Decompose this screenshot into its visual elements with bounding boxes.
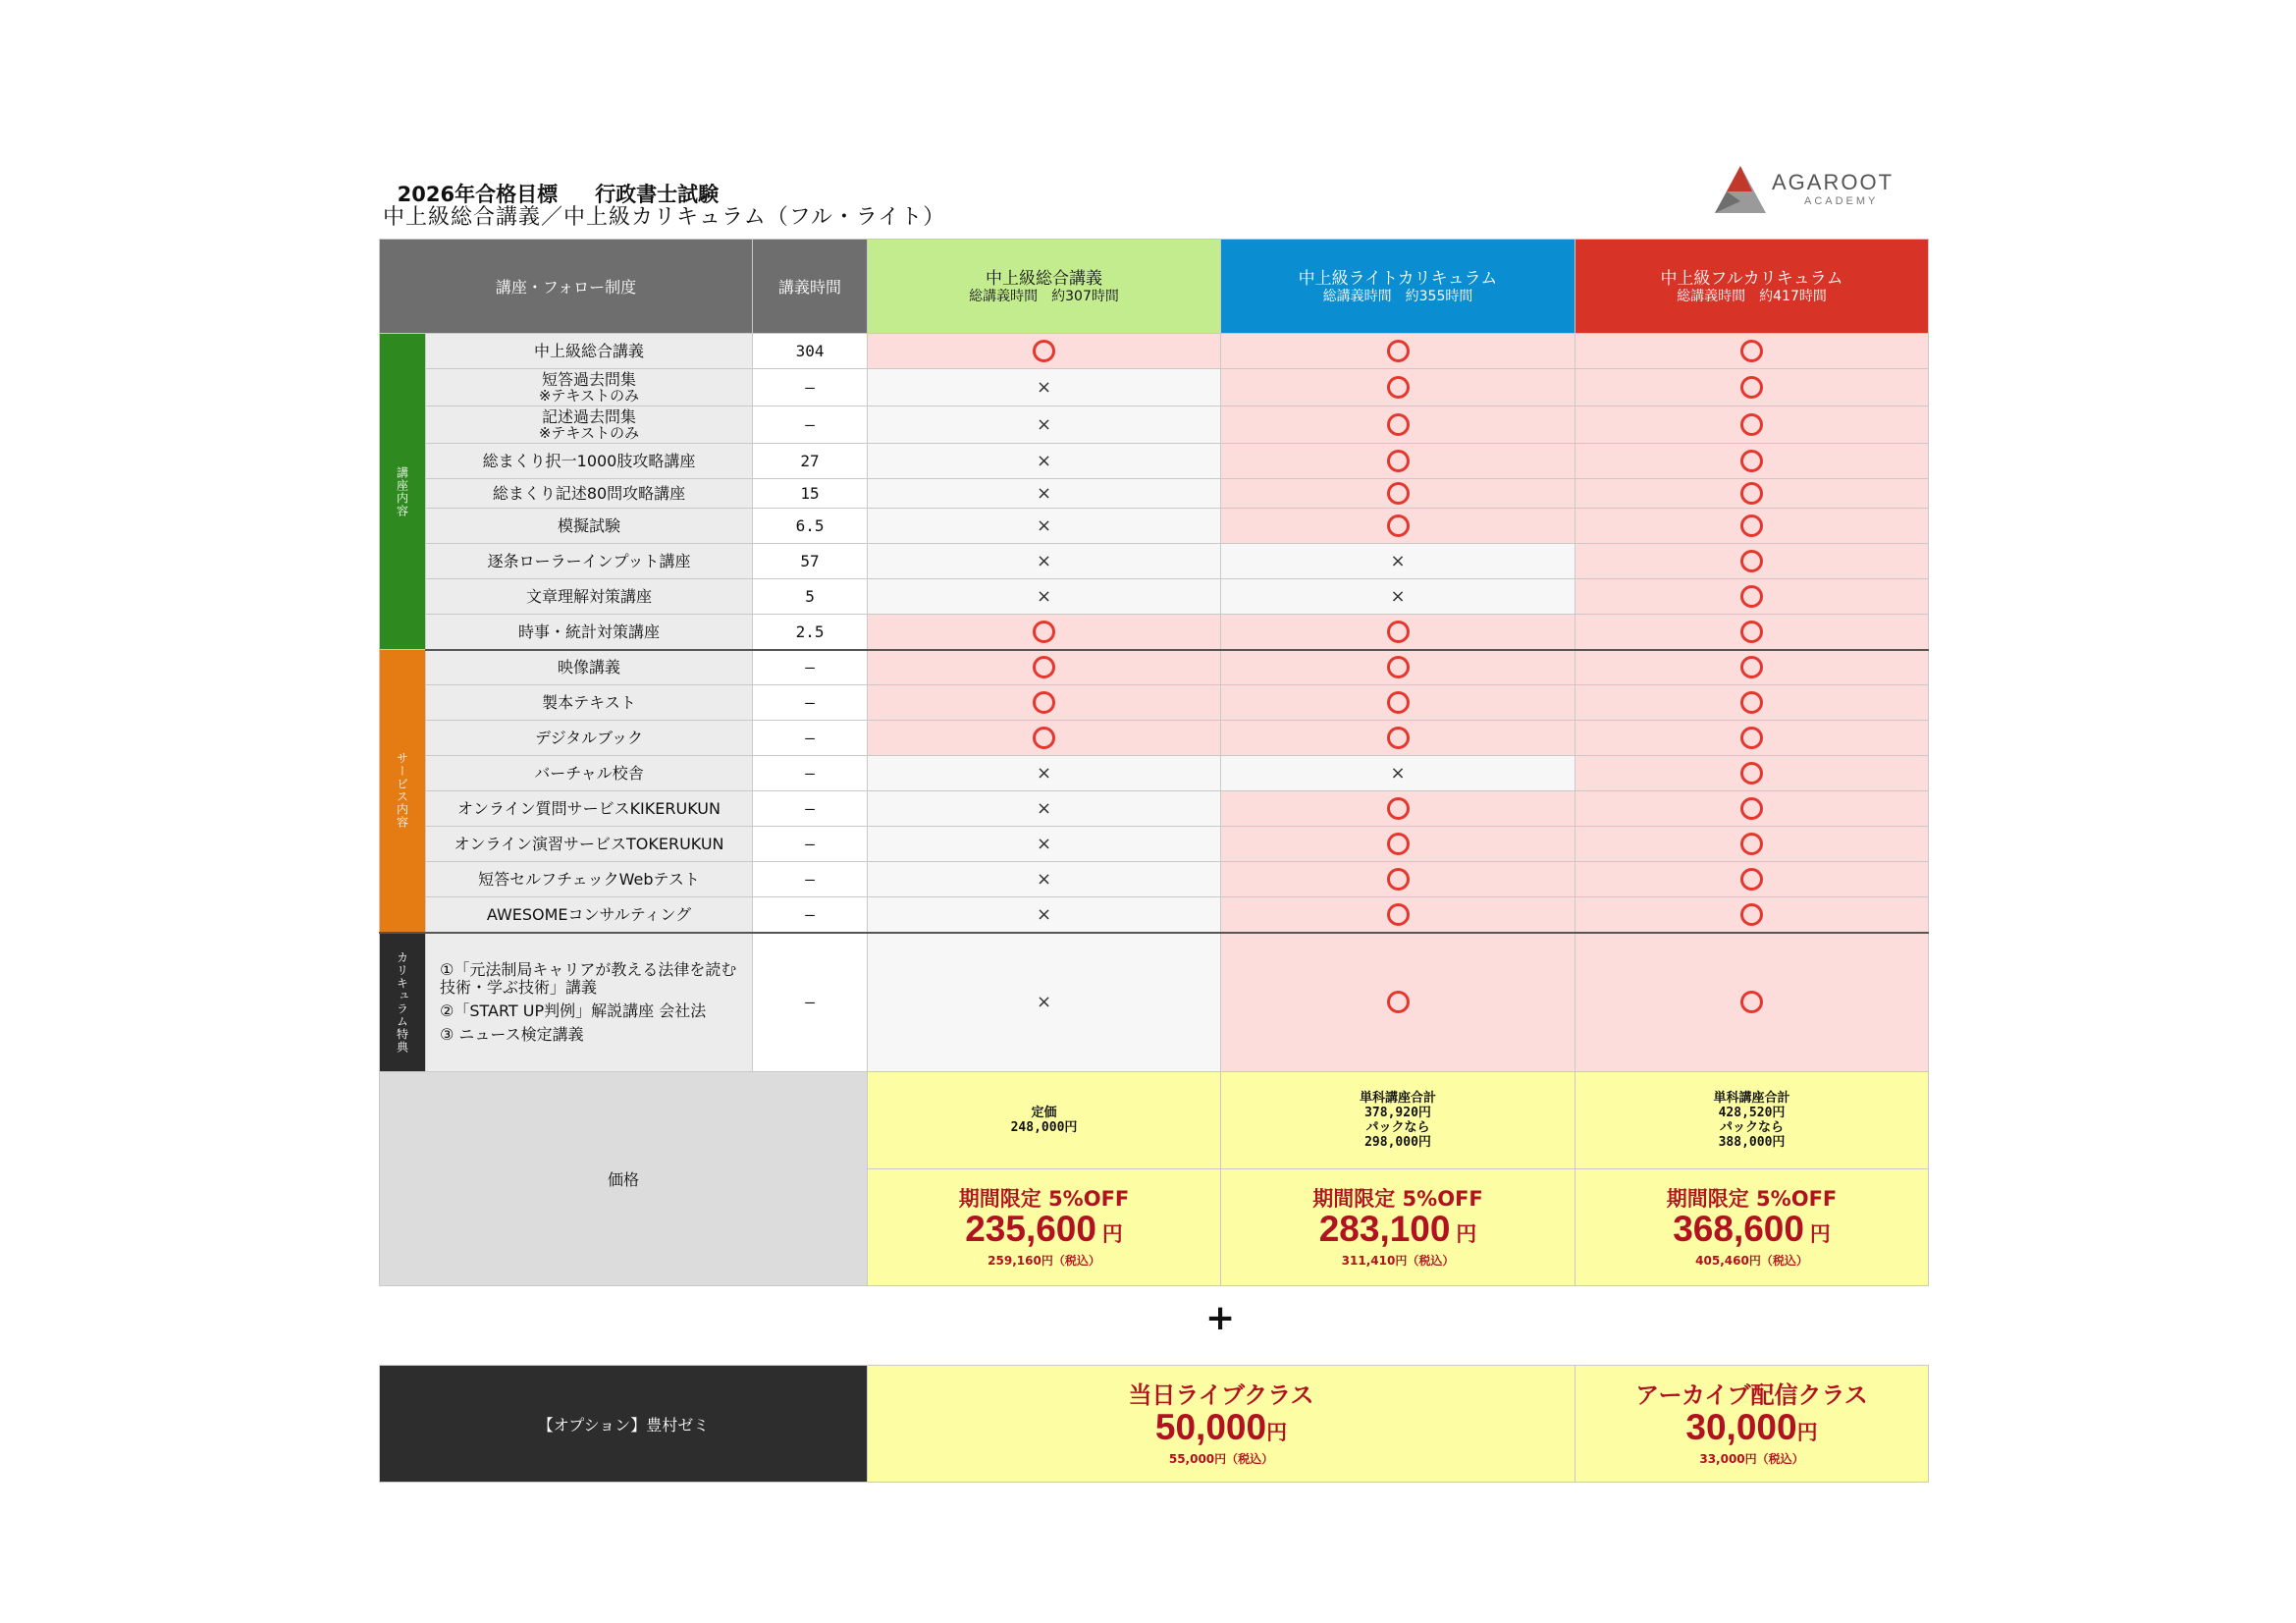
promo-yen: 円 <box>1803 1223 1831 1246</box>
included-circle-icon <box>1740 656 1763 678</box>
plan-hours: 総講義時間 約355時間 <box>1322 288 1473 304</box>
promo-label: 期間限定 5%OFF <box>1312 1187 1483 1211</box>
plan-name: 中上級フルカリキュラム <box>1660 268 1843 289</box>
included-circle-icon <box>1387 991 1410 1013</box>
plan-mark-cell <box>1221 444 1575 479</box>
feature-name-line: 短答セルフチェックWebテスト <box>478 870 700 889</box>
feature-name-line: オンライン演習サービスTOKERUKUN <box>454 835 724 853</box>
feature-row <box>380 406 1929 444</box>
included-circle-icon <box>1740 797 1763 820</box>
promo-price <box>1673 1209 1831 1249</box>
option-label: 【オプション】豊村ゼミ <box>380 1366 868 1483</box>
included-circle-icon <box>1740 903 1763 926</box>
plan-mark-cell <box>1575 756 1929 791</box>
comparison-table <box>379 239 1929 1286</box>
logo-main: AGAROOT <box>1772 170 1895 194</box>
plan-mark-cell <box>868 334 1221 369</box>
feature-time: ― <box>753 897 868 933</box>
feature-name <box>426 827 753 862</box>
plan-mark-cell <box>1575 685 1929 721</box>
feature-time: ― <box>753 827 868 862</box>
feature-name <box>426 579 753 615</box>
plan-mark-cell <box>868 721 1221 756</box>
included-circle-icon <box>1387 656 1410 678</box>
logo-sub: ACADEMY <box>1804 195 1879 207</box>
feature-time: 5 <box>753 579 868 615</box>
plan-mark-cell <box>1575 827 1929 862</box>
feature-name-line: 短答過去問集 <box>542 369 637 389</box>
feature-name-line: ※テキストのみ <box>538 423 640 442</box>
plan-mark-cell <box>868 685 1221 721</box>
plan-header-light <box>1221 240 1575 334</box>
plan-mark-cell <box>868 444 1221 479</box>
special-row <box>380 933 1929 1072</box>
included-circle-icon <box>1387 413 1410 436</box>
agaroot-logo <box>1713 162 1909 221</box>
plan-mark-cell <box>1221 509 1575 544</box>
price-regular-line: パックなら <box>1720 1120 1785 1135</box>
plan-hours: 総講義時間 約307時間 <box>969 288 1119 304</box>
feature-name <box>426 406 753 444</box>
feature-time: 57 <box>753 544 868 579</box>
promo-label: 期間限定 5%OFF <box>1666 1187 1838 1211</box>
promo-tax: 259,160円（税込） <box>988 1254 1100 1268</box>
feature-row <box>380 721 1929 756</box>
plan-mark-cell <box>1575 509 1929 544</box>
price-regular-cell <box>868 1072 1221 1169</box>
feature-name-line: AWESOMEコンサルティング <box>486 904 692 924</box>
plan-mark-cell <box>1575 615 1929 650</box>
feature-row <box>380 369 1929 406</box>
feature-row <box>380 334 1929 369</box>
option-amount: 50,000 <box>1154 1407 1267 1447</box>
feature-row <box>380 615 1929 650</box>
plan-mark-cell <box>868 933 1221 1072</box>
not-included-cross-icon: × <box>1390 586 1406 607</box>
feature-name-line: 記述過去問集 <box>542 406 637 426</box>
price-regular-line: 388,000円 <box>1718 1135 1786 1150</box>
price-regular-line: 428,520円 <box>1718 1106 1786 1120</box>
price-regular-cell <box>1221 1072 1575 1169</box>
feature-name <box>426 650 753 685</box>
section-special <box>380 933 426 1072</box>
promo-tax: 311,410円（税込） <box>1341 1254 1455 1268</box>
included-circle-icon <box>1740 340 1763 362</box>
plan-mark-cell <box>1221 897 1575 933</box>
included-circle-icon <box>1033 656 1055 678</box>
feature-name <box>426 509 753 544</box>
included-circle-icon <box>1740 585 1763 608</box>
feature-time: 6.5 <box>753 509 868 544</box>
plan-mark-cell <box>1221 579 1575 615</box>
plan-mark-cell <box>1575 721 1929 756</box>
feature-name-line: バーチャル校舎 <box>534 764 644 783</box>
section-label: サービス内容 <box>395 752 409 830</box>
feature-name <box>426 444 753 479</box>
plan-mark-cell <box>1221 827 1575 862</box>
logo-mark-icon <box>1713 162 1768 217</box>
included-circle-icon <box>1387 450 1410 472</box>
not-included-cross-icon: × <box>1036 903 1052 925</box>
feature-name-line: デジタルブック <box>535 729 643 747</box>
price-promo-cell <box>1221 1169 1575 1286</box>
plan-mark-cell <box>1221 544 1575 579</box>
feature-name <box>426 615 753 650</box>
price-regular-line: 378,920円 <box>1364 1106 1431 1120</box>
special-item: ③ ニュース検定講義 <box>440 1024 584 1044</box>
promo-price <box>965 1209 1123 1249</box>
option-yen: 円 <box>1266 1422 1288 1444</box>
included-circle-icon <box>1033 691 1055 714</box>
feature-name-line: オンライン質問サービスKIKERUKUN <box>457 799 721 818</box>
feature-name <box>426 862 753 897</box>
section-label: 講座内容 <box>395 465 409 517</box>
promo-label: 期間限定 5%OFF <box>958 1187 1130 1211</box>
feature-time: ― <box>753 685 868 721</box>
option-amount: 30,000 <box>1685 1407 1797 1447</box>
feature-name <box>426 756 753 791</box>
course-column-header: 講座・フォロー制度 <box>380 240 753 334</box>
promo-price <box>1319 1209 1477 1249</box>
included-circle-icon <box>1740 991 1763 1013</box>
price-regular-line: 298,000円 <box>1364 1135 1431 1150</box>
feature-name <box>426 791 753 827</box>
option-tax: 55,000円（税込） <box>1168 1452 1274 1466</box>
feature-name-line: 総まくり記述80問攻略講座 <box>492 484 686 503</box>
feature-time: ― <box>753 862 868 897</box>
plan-mark-cell <box>868 862 1221 897</box>
price-promo-cell <box>868 1169 1221 1286</box>
included-circle-icon <box>1740 727 1763 749</box>
special-item: ①「元法制局キャリアが教える法律を読む技術・学ぶ技術」講義 <box>440 959 737 997</box>
plan-mark-cell <box>868 791 1221 827</box>
plan-mark-cell <box>1575 406 1929 444</box>
title-exam: 行政書士試験 <box>595 183 720 206</box>
included-circle-icon <box>1740 621 1763 643</box>
option-yen: 円 <box>1796 1422 1818 1444</box>
feature-name-line: 映像講義 <box>558 658 621 677</box>
price-regular-cell <box>1575 1072 1929 1169</box>
plan-mark-cell <box>868 827 1221 862</box>
plan-mark-cell <box>868 369 1221 406</box>
plan-mark-cell <box>1575 897 1929 933</box>
special-items <box>426 933 753 1072</box>
plan-mark-cell <box>1221 479 1575 509</box>
price-regular-line: 248,000円 <box>1010 1120 1078 1135</box>
feature-name <box>426 544 753 579</box>
not-included-cross-icon: × <box>1036 834 1052 854</box>
plan-mark-cell <box>868 544 1221 579</box>
included-circle-icon <box>1387 868 1410 891</box>
plan-mark-cell <box>1575 479 1929 509</box>
included-circle-icon <box>1033 340 1055 362</box>
plan-mark-cell <box>1221 369 1575 406</box>
plan-mark-cell <box>1221 933 1575 1072</box>
feature-row <box>380 897 1929 933</box>
price-label: 価格 <box>380 1072 868 1286</box>
feature-time: 27 <box>753 444 868 479</box>
included-circle-icon <box>1740 550 1763 572</box>
plan-mark-cell <box>868 615 1221 650</box>
plan-name: 中上級総合講義 <box>986 268 1103 289</box>
feature-time: ― <box>753 369 868 406</box>
included-circle-icon <box>1740 868 1763 891</box>
feature-time: ― <box>753 791 868 827</box>
promo-amount: 235,600 <box>965 1209 1096 1249</box>
price-regular-line: 単科講座合計 <box>1360 1091 1437 1106</box>
time-column-header: 講義時間 <box>753 240 868 334</box>
feature-row <box>380 791 1929 827</box>
plan-mark-cell <box>1575 369 1929 406</box>
not-included-cross-icon: × <box>1036 869 1052 890</box>
section-label: カリキュラム特典 <box>395 950 409 1054</box>
feature-time: ― <box>753 721 868 756</box>
feature-name-line: 中上級総合講義 <box>534 342 645 360</box>
included-circle-icon <box>1740 514 1763 537</box>
feature-row <box>380 862 1929 897</box>
not-included-cross-icon: × <box>1390 763 1406 784</box>
feature-name-line: 文章理解対策講座 <box>526 587 653 606</box>
plan-mark-cell <box>1221 334 1575 369</box>
included-circle-icon <box>1740 691 1763 714</box>
included-circle-icon <box>1387 482 1410 505</box>
included-circle-icon <box>1740 450 1763 472</box>
section-service <box>380 650 426 933</box>
plan-mark-cell <box>1575 579 1929 615</box>
not-included-cross-icon: × <box>1036 763 1052 784</box>
included-circle-icon <box>1387 691 1410 714</box>
feature-time: ― <box>753 650 868 685</box>
price-regular-line: パックなら <box>1365 1120 1430 1135</box>
plan-mark-cell <box>1575 650 1929 685</box>
plan-mark-cell <box>1221 650 1575 685</box>
feature-name <box>426 897 753 933</box>
included-circle-icon <box>1387 514 1410 537</box>
feature-row <box>380 827 1929 862</box>
not-included-cross-icon: × <box>1036 798 1052 819</box>
not-included-cross-icon: × <box>1036 992 1052 1013</box>
not-included-cross-icon: × <box>1036 377 1052 398</box>
not-included-cross-icon: × <box>1036 483 1052 504</box>
plan-mark-cell <box>1221 615 1575 650</box>
feature-name-line: 時事・統計対策講座 <box>518 622 661 641</box>
not-included-cross-icon: × <box>1036 551 1052 571</box>
plan-mark-cell <box>1575 791 1929 827</box>
plan-mark-cell <box>1221 862 1575 897</box>
feature-name-line: 総まくり択一1000肢攻略講座 <box>482 452 696 470</box>
promo-amount: 283,100 <box>1318 1209 1451 1249</box>
plan-mark-cell <box>1575 862 1929 897</box>
plan-mark-cell <box>1221 756 1575 791</box>
not-included-cross-icon: × <box>1036 515 1052 536</box>
included-circle-icon <box>1387 621 1410 643</box>
header-row <box>380 240 1929 334</box>
feature-row <box>380 544 1929 579</box>
option-name: 当日ライブクラス <box>1128 1381 1314 1409</box>
feature-name <box>426 334 753 369</box>
included-circle-icon <box>1740 413 1763 436</box>
included-circle-icon <box>1740 762 1763 784</box>
plan-header-full <box>1575 240 1929 334</box>
feature-time: 304 <box>753 334 868 369</box>
plan-mark-cell <box>868 579 1221 615</box>
promo-yen: 円 <box>1450 1223 1477 1246</box>
plus-sign: + <box>1205 1298 1236 1338</box>
promo-amount: 368,600 <box>1673 1209 1804 1249</box>
feature-name-line: ※テキストのみ <box>538 386 640 405</box>
page-subtitle: 中上級総合講義／中上級カリキュラム（フル・ライト） <box>383 205 946 230</box>
option-name: アーカイブ配信クラス <box>1635 1381 1868 1409</box>
plan-name: 中上級ライトカリキュラム <box>1298 268 1498 289</box>
price-regular-line: 定価 <box>1031 1106 1057 1120</box>
included-circle-icon <box>1387 833 1410 855</box>
option-archive-class <box>1575 1366 1929 1483</box>
plan-mark-cell <box>1575 544 1929 579</box>
feature-row <box>380 650 1929 685</box>
included-circle-icon <box>1387 340 1410 362</box>
not-included-cross-icon: × <box>1390 551 1406 571</box>
promo-tax: 405,460円（税込） <box>1695 1254 1808 1268</box>
included-circle-icon <box>1033 727 1055 749</box>
feature-row <box>380 444 1929 479</box>
feature-row <box>380 579 1929 615</box>
plan-mark-cell <box>1575 334 1929 369</box>
special-time: ― <box>753 933 868 1072</box>
option-table <box>379 1365 1929 1483</box>
plan-mark-cell <box>1221 791 1575 827</box>
plan-mark-cell <box>868 650 1221 685</box>
plan-header-general <box>868 240 1221 334</box>
feature-time: 15 <box>753 479 868 509</box>
plan-mark-cell <box>868 479 1221 509</box>
plan-mark-cell <box>868 406 1221 444</box>
plan-mark-cell <box>1221 721 1575 756</box>
feature-time: 2.5 <box>753 615 868 650</box>
option-tax: 33,000円（税込） <box>1699 1452 1804 1466</box>
plan-mark-cell <box>1575 933 1929 1072</box>
plan-mark-cell <box>1221 685 1575 721</box>
included-circle-icon <box>1387 727 1410 749</box>
plan-mark-cell <box>1575 444 1929 479</box>
plan-mark-cell <box>1221 406 1575 444</box>
included-circle-icon <box>1740 833 1763 855</box>
feature-name-line: 製本テキスト <box>542 693 636 712</box>
option-live-class <box>868 1366 1575 1483</box>
feature-name-line: 模擬試験 <box>558 516 621 535</box>
title-year: 2026年合格目標 <box>397 183 559 206</box>
included-circle-icon <box>1740 376 1763 399</box>
feature-time: ― <box>753 406 868 444</box>
included-circle-icon <box>1387 903 1410 926</box>
special-item: ②「START UP判例」解説講座 会社法 <box>440 1001 707 1020</box>
plan-mark-cell <box>868 897 1221 933</box>
feature-name-line: 逐条ローラーインプット講座 <box>487 552 691 570</box>
feature-time: ― <box>753 756 868 791</box>
price-regular-line: 単科講座合計 <box>1713 1091 1790 1106</box>
feature-name <box>426 479 753 509</box>
feature-row <box>380 509 1929 544</box>
not-included-cross-icon: × <box>1036 451 1052 471</box>
included-circle-icon <box>1387 797 1410 820</box>
feature-row <box>380 685 1929 721</box>
included-circle-icon <box>1740 482 1763 505</box>
included-circle-icon <box>1033 621 1055 643</box>
plan-hours: 総講義時間 約417時間 <box>1677 288 1827 304</box>
plan-mark-cell <box>868 756 1221 791</box>
feature-name <box>426 721 753 756</box>
not-included-cross-icon: × <box>1036 586 1052 607</box>
price-row-regular <box>380 1072 1929 1169</box>
feature-row <box>380 756 1929 791</box>
feature-name <box>426 685 753 721</box>
promo-yen: 円 <box>1095 1223 1123 1246</box>
feature-name <box>426 369 753 406</box>
plan-mark-cell <box>868 509 1221 544</box>
feature-row <box>380 479 1929 509</box>
price-promo-cell <box>1575 1169 1929 1286</box>
not-included-cross-icon: × <box>1036 414 1052 435</box>
section-course <box>380 334 426 650</box>
included-circle-icon <box>1387 376 1410 399</box>
